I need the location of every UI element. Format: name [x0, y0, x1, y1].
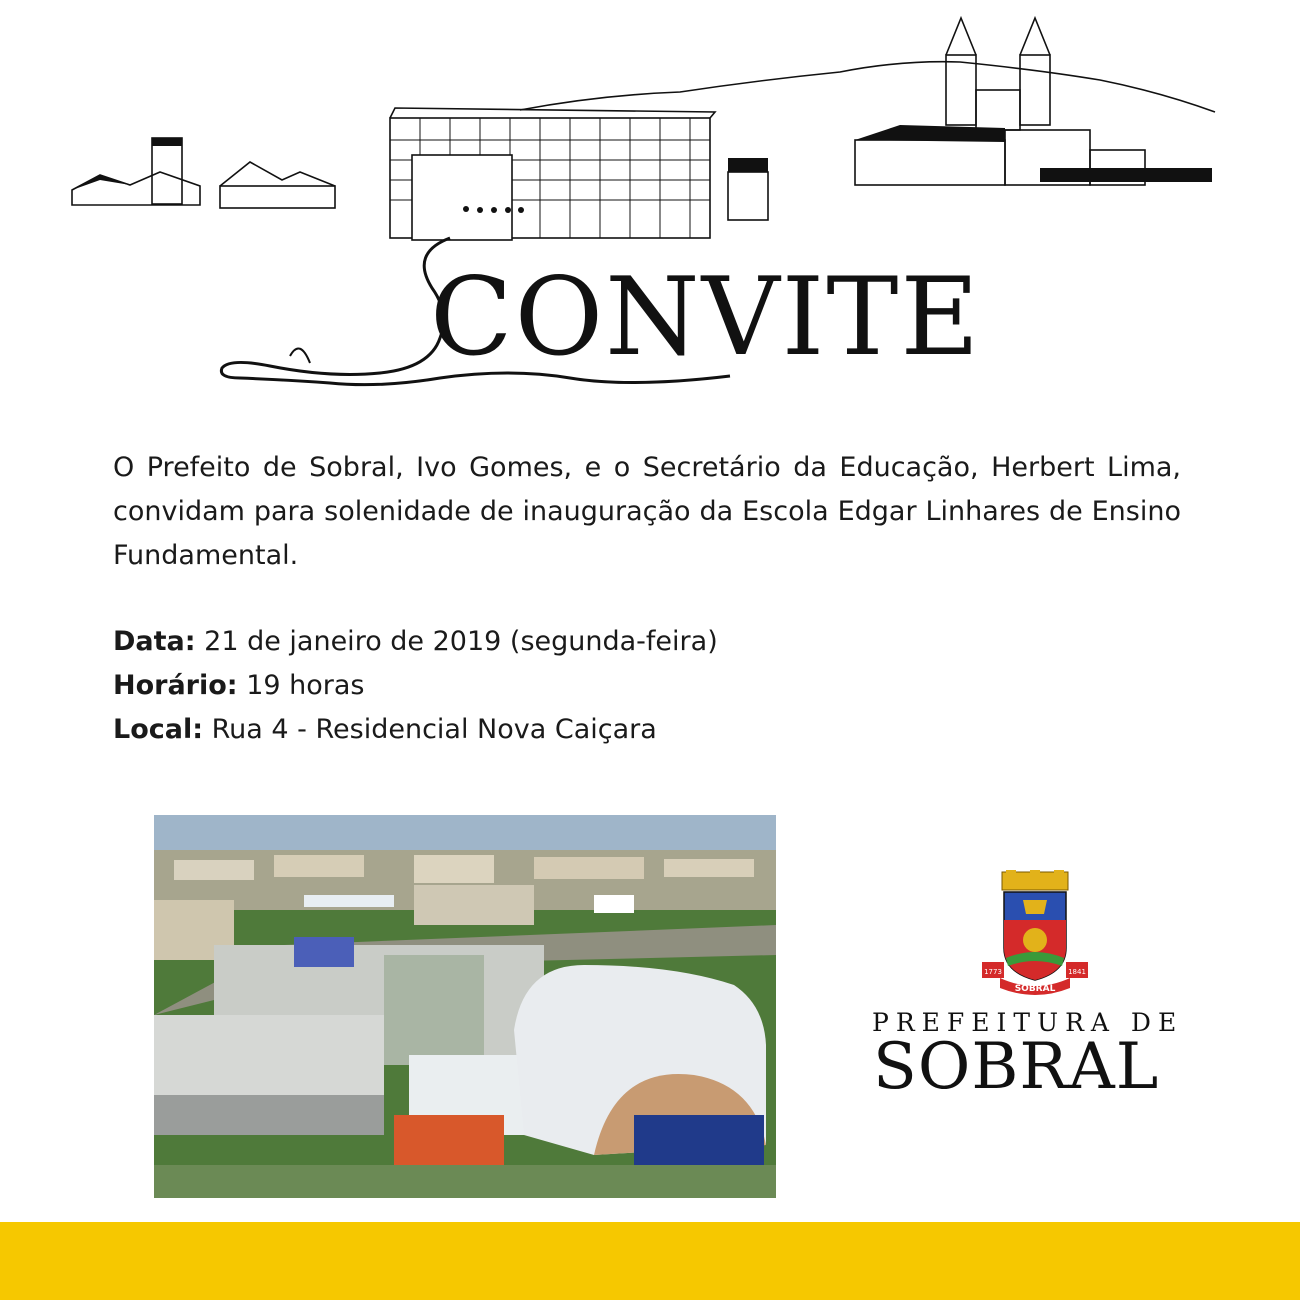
crest-year-right: 1841 — [1068, 968, 1086, 976]
city-skyline-illustration — [0, 0, 1300, 250]
crest-year-left: 1773 — [984, 968, 1002, 976]
event-time-label: Horário: — [113, 670, 238, 701]
logo-name: SOBRAL — [873, 1030, 1160, 1104]
event-place-value: Rua 4 - Residencial Nova Caiçara — [203, 714, 657, 745]
event-date-value: 21 de janeiro de 2019 (segunda-feira) — [195, 626, 718, 657]
invitation-title: CONVITE — [430, 255, 982, 380]
event-time — [113, 664, 1013, 708]
logo-prefix: PREFEITURA DE — [872, 1008, 1184, 1037]
bottom-accent-bar — [0, 1222, 1300, 1300]
event-time-value: 19 horas — [237, 670, 365, 701]
school-aerial-photo — [154, 815, 776, 1198]
event-date-label: Data: — [113, 626, 196, 657]
sobral-coat-of-arms — [980, 870, 1090, 1000]
event-place-label: Local: — [113, 714, 204, 745]
event-details — [113, 620, 1013, 752]
event-date — [113, 620, 1013, 664]
invitation-body-text: O Prefeito de Sobral, Ivo Gomes, e o Secretário da Educação, Herbert Lima, convidam para solenidade de inauguração da Escola Edgar Linhares de Ensino Fundamental. — [113, 452, 1181, 571]
crest-banner-text: SOBRAL — [1014, 984, 1056, 994]
event-place — [113, 708, 1013, 752]
